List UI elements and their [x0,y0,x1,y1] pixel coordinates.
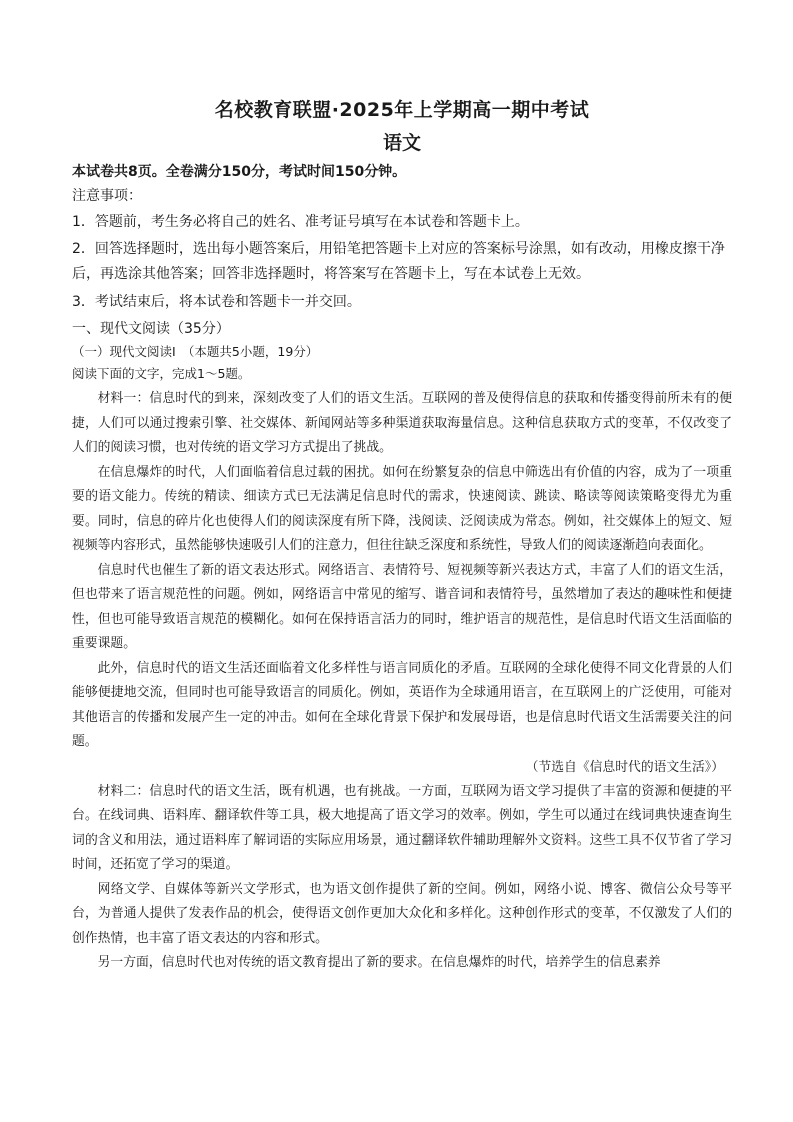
material1-paragraph: 材料一：信息时代的到来，深刻改变了人们的语文生活。互联网的普及使得信息的获取和传播变得前所未有的便捷，人们可以通过搜索引擎、社交媒体、新闻网站等多种渠道获取海量信息。这种信息获取方式的变革，不仅改变了人们的阅读习惯，也对传统的语文学习方式提出了挑战。 [72,391,732,455]
note-item: 2．回答选择题时，选出每小题答案后，用铅笔把答题卡上对应的答案标号涂黑，如有改动，用橡皮擦干净后，再选涂其他答案；回答非选择题时，将答案写在答题卡上，写在本试卷上无效。 [72,241,725,282]
notes-label: 注意事项： [72,188,142,204]
exam-page [72,96,732,976]
subject-title: 语文 [382,132,421,154]
exam-title: 名校教育联盟·2025年上学期高一期中考试 [214,99,590,121]
material2-paragraph: 另一方面，信息时代也对传统的语文教育提出了新的要求。在信息爆炸的时代，培养学生的信息素养 [97,955,661,970]
material2-paragraph: 材料二：信息时代的语文生活，既有机遇，也有挑战。一方面，互联网为语文学习提供了丰富的资源和便捷的平台。在线词典、语料库、翻译软件等工具，极大地提高了语文学习的效率。例如，学生可以通过在线词典快速查询生词的含义和用法，通过语料库了解词语的实际应用场景，通过翻译软件辅助理解外文资料。这些工具不仅节省了学习时间，还拓宽了学习的渠道。 [72,783,732,872]
instruction: 阅读下面的文字，完成1～5题。 [72,366,251,381]
note-item: 1．答题前，考生务必将自己的姓名、准考证号填写在本试卷和答题卡上。 [72,214,529,230]
material1-paragraph: 此外，信息时代的语文生活还面临着文化多样性与语言同质化的矛盾。互联网的全球化使得不同文化背景的人们能够便捷地交流，但同时也可能导致语言的同质化。例如，英语作为全球通用语言，在互联网上的广泛使用，可能对其他语言的传播和发展产生一定的冲击。如何在全球化背景下保护和发展母语，也是信息时代语文生活需要关注的问题。 [72,660,732,749]
material1-paragraph: 在信息爆炸的时代，人们面临着信息过载的困扰。如何在纷繁复杂的信息中筛选出有价值的内容，成为了一项重要的语文能力。传统的精读、细读方式已无法满足信息时代的需求，快速阅读、跳读、略读等阅读策略变得尤为重要。同时，信息的碎片化也使得人们的阅读深度有所下降，浅阅读、泛阅读成为常态。例如，社交媒体上的短文、短视频等内容形式，虽然能够快速吸引人们的注意力，但往往缺乏深度和系统性，导致人们的阅读逐渐趋向表面化。 [72,464,732,553]
material2-paragraph: 网络文学、自媒体等新兴文学形式，也为语文创作提供了新的空间。例如，网络小说、博客、微信公众号等平台，为普通人提供了发表作品的机会，使得语文创作更加大众化和多样化。这种创作形式的变革，不仅激发了人们的创作热情，也丰富了语文表达的内容和形式。 [72,881,732,946]
exam-info: 本试卷共8页。全卷满分150分，考试时间150分钟。 [72,164,407,180]
material1-paragraph: 信息时代也催生了新的语文表达形式。网络语言、表情符号、短视频等新兴表达方式，丰富了人们的语文生活，但也带来了语言规范性的问题。例如，网络语言中常见的缩写、谐音词和表情符号，虽然增加了表达的趣味性和便捷性，但也可能导致语言规范的模糊化。如何在保持语言活力的同时，维护语言的规范性，是信息时代语文生活面临的重要课题。 [72,562,732,651]
note-item: 3．考试结束后，将本试卷和答题卡一并交回。 [72,294,361,310]
section-heading: 一、现代文阅读（35分） [72,321,230,337]
material1-source: （节选自《信息时代的语文生活》） [525,759,724,775]
sub-section-heading: （一）现代文阅读Ⅰ （本题共5小题，19分） [72,344,319,359]
